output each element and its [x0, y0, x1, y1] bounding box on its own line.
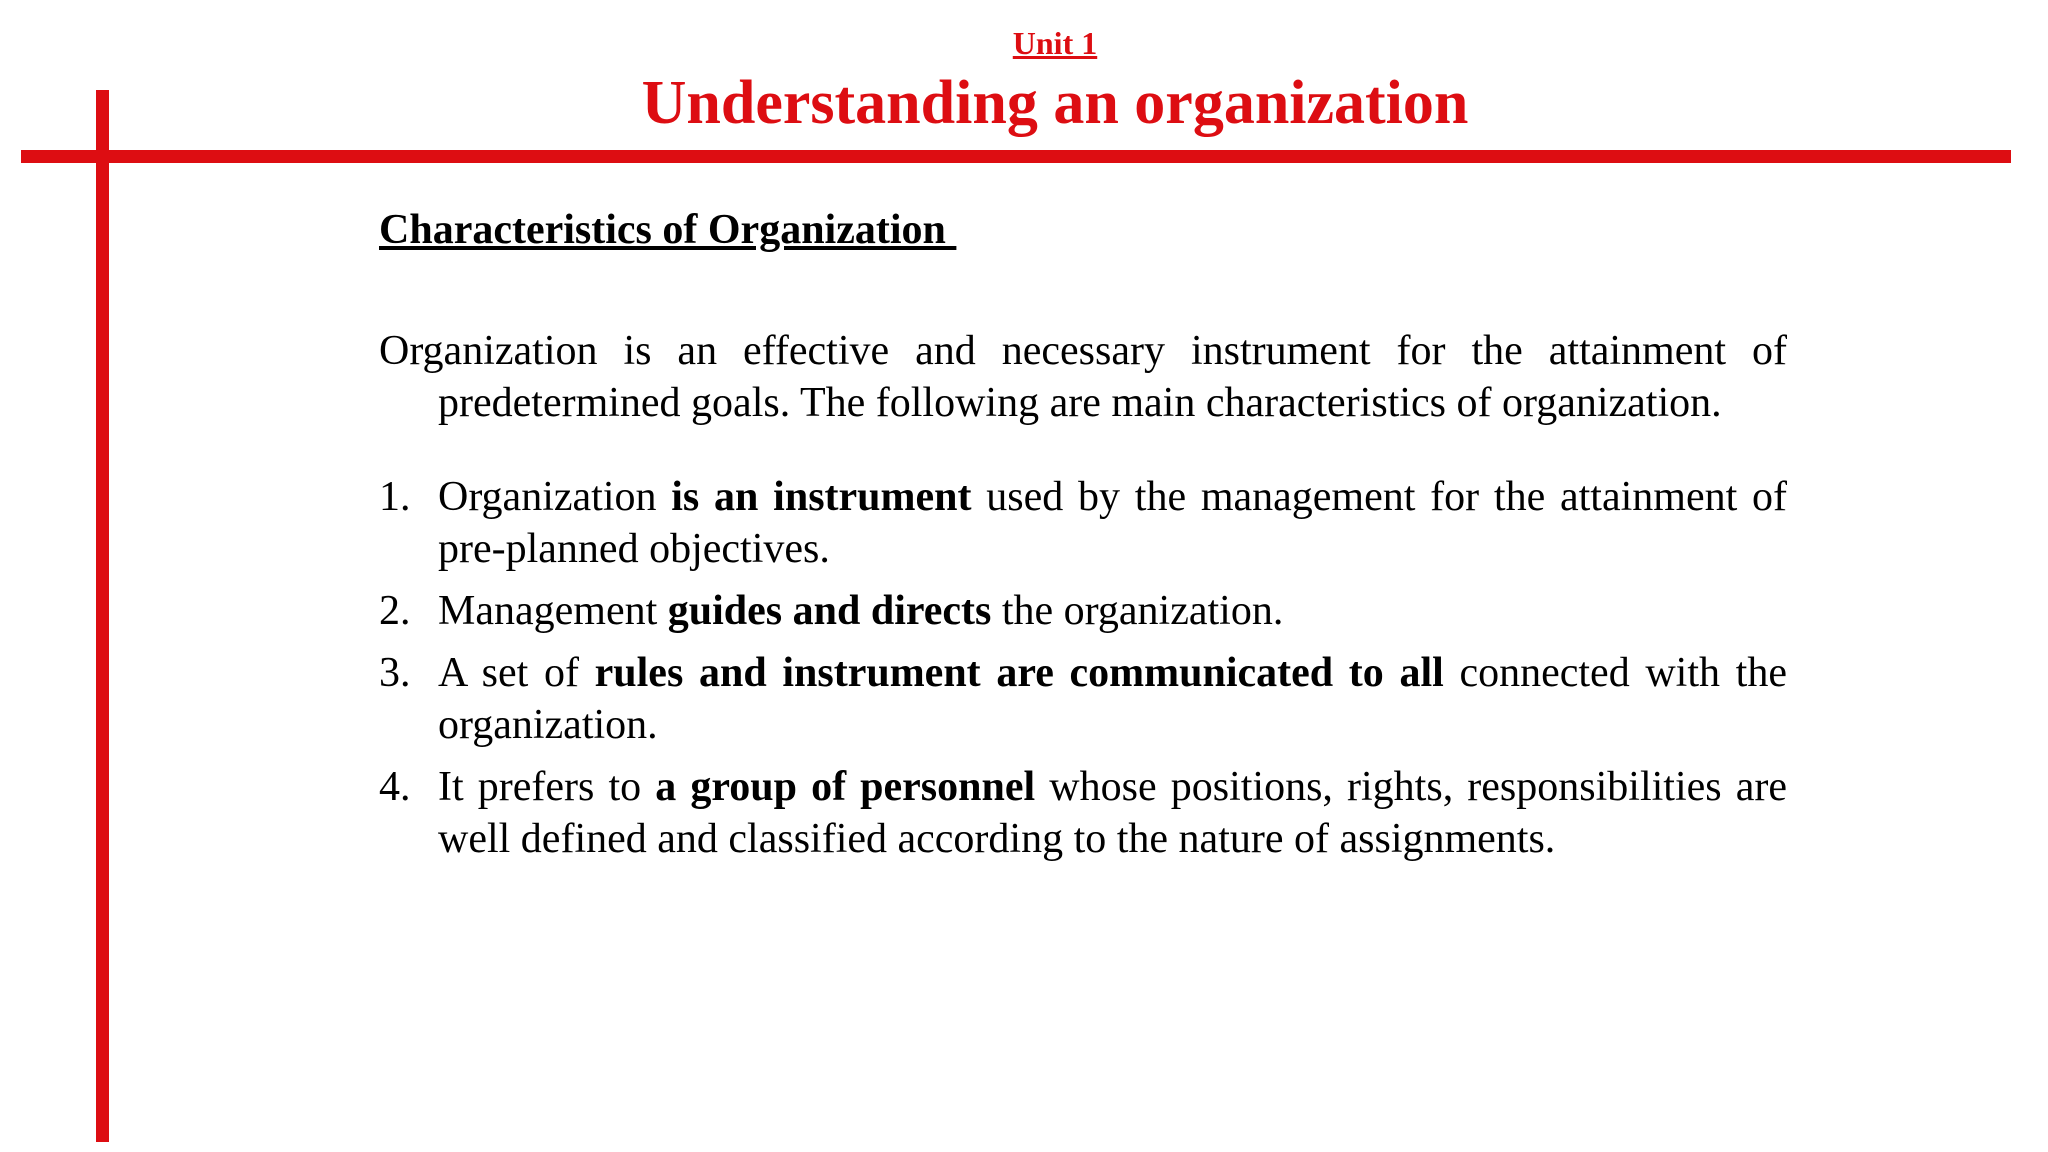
main-content [379, 205, 1787, 875]
list-item [379, 471, 1787, 575]
list-item-text: the organization. [991, 588, 1284, 635]
list-item-number: 1. [379, 474, 411, 521]
list-item-number: 2. [379, 588, 411, 635]
horizontal-divider-bar [21, 150, 2011, 163]
list-item-emphasis: rules and instrument are communicated to all [594, 650, 1444, 697]
list-item-text: whose positions, rights, responsibilities are well defined and classified according to the nature of assignments. [438, 764, 1787, 863]
list-item-number: 4. [379, 764, 411, 811]
list-item-text: connected with the organization. [438, 650, 1787, 749]
list-item [379, 585, 1787, 637]
unit-label: Unit 1 [1012, 25, 1098, 61]
page-title: Understanding an organization [641, 69, 1469, 137]
list-item-text: Management [438, 588, 668, 635]
characteristics-list [379, 471, 1787, 865]
list-item-text: Organization [438, 474, 672, 521]
vertical-divider-bar [96, 90, 109, 1142]
section-heading: Characteristics of Organization [379, 207, 957, 253]
list-item-text: A set of [438, 650, 595, 697]
list-item-number: 3. [379, 650, 411, 697]
list-item-text: It prefers to [438, 764, 656, 811]
list-item-emphasis: is an instrument [671, 474, 972, 521]
list-item-emphasis: a group of personnel [655, 764, 1036, 811]
intro-paragraph: Organization is an effective and necessary instrument for the attainment of predetermined goals. The following are main characteristics of organization. [379, 328, 1787, 427]
list-item [379, 647, 1787, 751]
list-item [379, 761, 1787, 865]
list-item-text: used by the management for the attainment of pre-planned objectives. [438, 474, 1788, 573]
list-item-emphasis: guides and directs [667, 588, 992, 635]
